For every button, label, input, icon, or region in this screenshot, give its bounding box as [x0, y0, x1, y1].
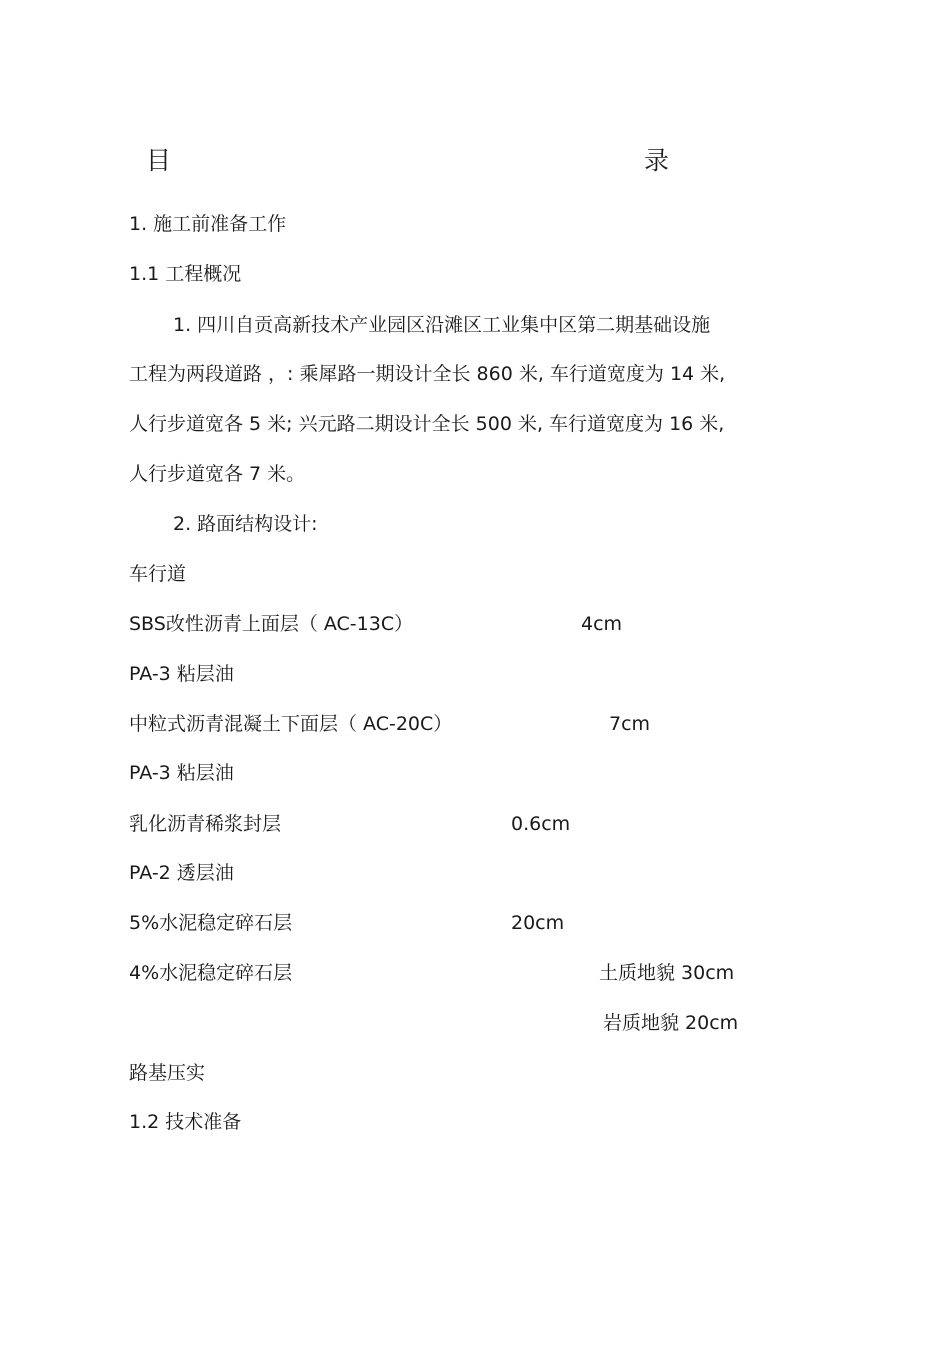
carriageway-heading: 车行道 — [129, 563, 187, 585]
layer-name: 4%水泥稳定碎石层 — [129, 962, 293, 984]
layer-name: PA-2 透层油 — [129, 862, 234, 884]
layer-name: 中粒式沥青混凝土下面层（ AC-20C） — [129, 713, 453, 735]
layer-thickness: 20cm — [511, 912, 565, 934]
section-heading-1: 1. 施工前准备工作 — [129, 213, 287, 235]
overview-line-2: 工程为两段道路 ，: 乘犀路一期设计全长 860 米, 车行道宽度为 14 米, — [129, 363, 726, 385]
section-heading-1-1: 1.1 工程概况 — [129, 263, 242, 285]
layer-name: SBS改性沥青上面层（ AC-13C） — [129, 613, 414, 635]
pavement-heading: 2. 路面结构设计: — [173, 513, 318, 535]
layer-name: 乳化沥青稀浆封层 — [129, 813, 282, 835]
section-heading-1-2: 1.2 技术准备 — [129, 1111, 242, 1133]
layer-thickness: 土质地貌 30cm — [599, 962, 735, 984]
overview-line-4: 人行步道宽各 7 米。 — [129, 463, 306, 485]
layer-thickness: 7cm — [609, 713, 651, 735]
layer-name: PA-3 粘层油 — [129, 762, 234, 784]
subgrade-label: 路基压实 — [129, 1062, 206, 1084]
layer-thickness: 4cm — [581, 613, 623, 635]
overview-line-3: 人行步道宽各 5 米; 兴元路二期设计全长 500 米, 车行道宽度为 16 米, — [129, 413, 725, 435]
layer-name: PA-3 粘层油 — [129, 663, 234, 685]
layer-thickness: 0.6cm — [511, 813, 571, 835]
title-char-right: 录 — [644, 146, 670, 175]
overview-line-1: 1. 四川自贡高新技术产业园区沿滩区工业集中区第二期基础设施 — [173, 314, 711, 336]
layer-thickness: 岩质地貌 20cm — [603, 1012, 739, 1034]
title-char-left: 目 — [146, 146, 172, 175]
layer-name: 5%水泥稳定碎石层 — [129, 912, 293, 934]
